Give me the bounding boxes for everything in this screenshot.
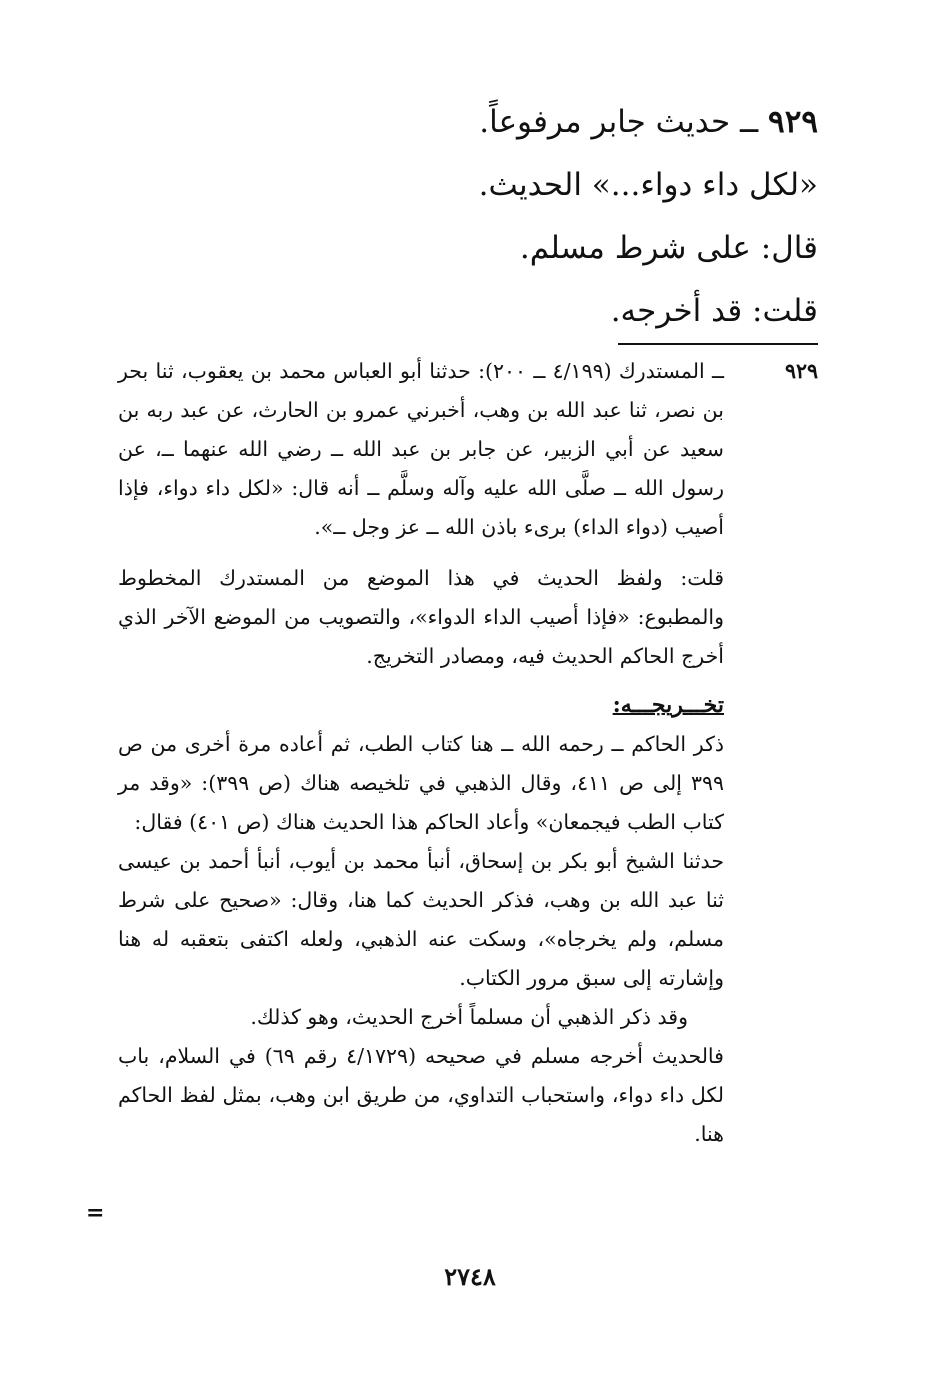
takhrij-heading-text: تخـــريجـــه: [612,692,724,718]
footnote-separator [618,343,818,345]
continuation-mark: = [86,1200,105,1226]
takhrij-paragraph-2: حدثنا الشيخ أبو بكر بن إسحاق، أنبأ محمد بن أيوب، أنبأ أحمد بن عيسى ثنا عبد الله بن وهب، فذكر الحديث كما هنا، وقال: «صحيح على شرط مسلم، ولم يخرجاه»، وسكت عنه الذهبي، ولعله اكتفى بتعقبه له هنا وإشارته إلى سبق مرور الكتاب. [118,849,725,990]
main-text [298,96,818,348]
main-line-3: قال: على شرط مسلم. [519,230,818,266]
page-number: ٢٧٤٨ [444,1262,496,1291]
hadith-number: ٩٢٩ [768,104,818,140]
main-line-4: قلت: قد أخرجه. [610,293,818,329]
takhrij-paragraph-4: فالحديث أخرجه مسلم في صحيحه (٤/١٧٢٩ رقم ٦٩) في السلام، باب لكل داء دواء، واستحباب التداوي، من طريق ابن وهب، بمثل لفظ الحاكم هنا. [118,1044,724,1146]
footnotes [118,352,818,1154]
main-line-1 [298,96,818,159]
footnote-paragraph [118,352,818,547]
footnote-number: ٩٢٩ [784,359,818,383]
footnote-text: ــ المستدرك (٤/١٩٩ ــ ٢٠٠): حدثنا أبو العباس محمد بن يعقوب، ثنا بحر بن نصر، ثنا عبد الله بن وهب، أخبرني عمرو بن الحارث، عن عبد ربه بن سعيد عن أبي الزبير، عن جابر بن عبد الله ــ رضي الله عنهما ــ، عن رسول الله ــ صلَّى الله عليه وآله وسلَّم ــ أنه قال: «لكل داء دواء، فإذا أصيب (دواء الداء) برىء باذن الله ــ عز وجل ــ». [118,359,724,539]
hadith-title: ــ حديث جابر مرفوعاً. [479,104,759,140]
footnote-note: قلت: ولفظ الحديث في هذا الموضع من المستدرك المخطوط والمطبوع: «فإذا أصيب الداء الدواء»، والتصويب من الموضع الآخر الذي أخرج الحاكم الحديث فيه، ومصادر التخريج. [118,566,724,668]
main-line-2: «لكل داء دواء...» الحديث. [478,167,818,203]
takhrij-paragraph-1: ذكر الحاكم ــ رحمه الله ــ هنا كتاب الطب، ثم أعاده مرة أخرى من ص ٣٩٩ إلى ص ٤١١، وقال الذهبي في تلخيصه هناك (ص ٣٩٩): «وقد مر كتاب الطب فيجمعان» وأعاد الحاكم هذا الحديث هناك (ص ٤٠١) فقال: [118,732,724,834]
takhrij-heading [118,686,818,725]
takhrij-paragraph-3: وقد ذكر الذهبي أن مسلماً أخرج الحديث، وهو كذلك. [250,1005,688,1029]
